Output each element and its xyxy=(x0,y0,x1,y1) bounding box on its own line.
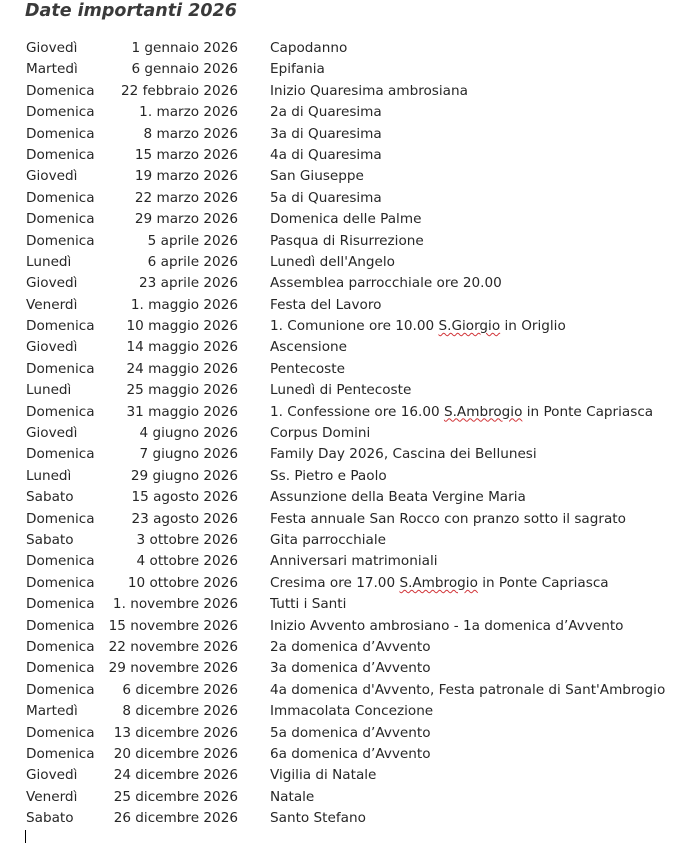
list-item xyxy=(0,594,673,615)
day-of-week: Domenica xyxy=(26,724,95,741)
event-date: 25 dicembre 2026 xyxy=(113,788,238,805)
event-description: Lunedì di Pentecoste xyxy=(270,382,412,399)
event-description: Pasqua di Risurrezione xyxy=(270,232,424,249)
event-date: 13 dicembre 2026 xyxy=(113,724,238,741)
list-item xyxy=(0,744,673,765)
day-of-week: Domenica xyxy=(26,553,95,570)
event-date: 24 maggio 2026 xyxy=(126,360,238,377)
event-date: 8 marzo 2026 xyxy=(143,125,238,142)
list-item xyxy=(0,573,673,594)
day-of-week: Domenica xyxy=(26,189,95,206)
event-description: 3a di Quaresima xyxy=(270,125,382,142)
list-item xyxy=(0,145,673,166)
event-description: Immacolata Concezione xyxy=(270,703,434,720)
list-item xyxy=(0,316,673,337)
list-item xyxy=(0,616,673,637)
list-item xyxy=(0,637,673,658)
event-date: 8 dicembre 2026 xyxy=(122,703,238,720)
event-date: 10 maggio 2026 xyxy=(126,318,238,335)
day-of-week: Giovedì xyxy=(26,168,78,185)
event-date: 14 maggio 2026 xyxy=(126,339,238,356)
day-of-week: Domenica xyxy=(26,446,95,463)
event-date: 6 gennaio 2026 xyxy=(131,61,238,78)
event-date: 1. marzo 2026 xyxy=(139,104,238,121)
day-of-week: Giovedì xyxy=(26,425,78,442)
spellcheck-word: S.Giorgio xyxy=(438,318,501,335)
list-item xyxy=(0,765,673,786)
list-item xyxy=(0,231,673,252)
event-text-part: in Ponte Capriasca xyxy=(477,574,609,591)
day-of-week: Domenica xyxy=(26,211,95,228)
event-description: 2a domenica d’Avvento xyxy=(270,638,431,655)
list-item xyxy=(0,680,673,701)
day-of-week: Domenica xyxy=(26,596,95,613)
list-item xyxy=(0,530,673,551)
list-item xyxy=(0,402,673,423)
event-description: Vigilia di Natale xyxy=(270,767,377,784)
list-item xyxy=(0,166,673,187)
list-item xyxy=(0,551,673,572)
list-item xyxy=(0,102,673,123)
event-date: 23 aprile 2026 xyxy=(139,275,238,292)
event-date: 19 marzo 2026 xyxy=(134,168,238,185)
event-text-part: 1. Comunione ore 10.00 xyxy=(270,318,439,335)
day-of-week: Giovedì xyxy=(26,339,78,356)
event-description: Domenica delle Palme xyxy=(270,211,422,228)
day-of-week: Sabato xyxy=(26,810,74,827)
day-of-week: Venerdì xyxy=(26,788,78,805)
event-date: 29 giugno 2026 xyxy=(130,467,238,484)
event-description: Ss. Pietro e Paolo xyxy=(270,467,387,484)
event-description xyxy=(270,316,566,337)
event-description xyxy=(270,402,653,423)
event-description: 5a di Quaresima xyxy=(270,189,382,206)
day-of-week: Domenica xyxy=(26,745,95,762)
list-item xyxy=(0,38,673,59)
event-description: 2a di Quaresima xyxy=(270,104,382,121)
event-date: 1. novembre 2026 xyxy=(112,596,238,613)
event-description: Corpus Domini xyxy=(270,425,371,442)
document-title: Date importanti 2026 xyxy=(25,1,237,21)
day-of-week: Giovedì xyxy=(26,40,78,56)
day-of-week: Sabato xyxy=(26,489,74,506)
event-date: 23 agosto 2026 xyxy=(131,510,238,527)
day-of-week: Martedì xyxy=(26,703,78,720)
list-item xyxy=(0,487,673,508)
list-item xyxy=(0,787,673,808)
event-description: Tutti i Santi xyxy=(270,596,347,613)
event-description xyxy=(270,573,609,594)
event-text-part: in Origlio xyxy=(500,318,566,335)
day-of-week: Domenica xyxy=(26,232,95,249)
list-item xyxy=(0,359,673,380)
day-of-week: Domenica xyxy=(26,617,95,634)
event-description: Ascensione xyxy=(270,339,347,356)
day-of-week: Venerdì xyxy=(26,296,78,313)
event-date: 5 aprile 2026 xyxy=(147,232,238,249)
event-date: 24 dicembre 2026 xyxy=(113,767,238,784)
event-description: Natale xyxy=(270,788,315,805)
day-of-week: Domenica xyxy=(26,403,95,420)
event-date: 22 febbraio 2026 xyxy=(121,82,238,99)
spellcheck-word: S.Ambrogio xyxy=(443,403,523,420)
day-of-week: Domenica xyxy=(26,660,95,677)
list-item xyxy=(0,337,673,358)
day-of-week: Domenica xyxy=(26,104,95,121)
day-of-week: Giovedì xyxy=(26,275,78,292)
day-of-week: Domenica xyxy=(26,125,95,142)
text-cursor xyxy=(25,830,26,843)
day-of-week: Giovedì xyxy=(26,767,78,784)
day-of-week: Sabato xyxy=(26,531,74,548)
event-description: Anniversari matrimoniali xyxy=(270,553,438,570)
event-description: 4a domenica d'Avvento, Festa patronale di Sant'Ambrogio xyxy=(270,681,666,698)
day-of-week: Domenica xyxy=(26,82,95,99)
list-item xyxy=(0,273,673,294)
list-item xyxy=(0,444,673,465)
event-date: 6 aprile 2026 xyxy=(147,253,238,270)
list-item xyxy=(0,124,673,145)
event-date: 4 giugno 2026 xyxy=(139,425,238,442)
event-description: Santo Stefano xyxy=(270,810,366,827)
event-text-part: in Ponte Capriasca xyxy=(522,403,654,420)
list-item xyxy=(0,209,673,230)
day-of-week: Lunedì xyxy=(26,467,72,484)
event-date: 3 ottobre 2026 xyxy=(136,531,238,548)
list-item xyxy=(0,423,673,444)
day-of-week: Domenica xyxy=(26,360,95,377)
list-item xyxy=(0,59,673,80)
day-of-week: Domenica xyxy=(26,574,95,591)
event-description: Epifania xyxy=(270,61,325,78)
list-item xyxy=(0,466,673,487)
list-item xyxy=(0,509,673,530)
day-of-week: Lunedì xyxy=(26,253,72,270)
day-of-week: Martedì xyxy=(26,61,78,78)
day-of-week: Domenica xyxy=(26,510,95,527)
list-item xyxy=(0,295,673,316)
event-description: Pentecoste xyxy=(270,360,345,377)
event-date: 7 giugno 2026 xyxy=(139,446,238,463)
event-text-part: Cresima ore 17.00 xyxy=(270,574,400,591)
list-item xyxy=(0,808,673,829)
event-date: 6 dicembre 2026 xyxy=(122,681,238,698)
list-item xyxy=(0,188,673,209)
day-of-week: Domenica xyxy=(26,681,95,698)
event-description: Lunedì dell'Angelo xyxy=(270,253,395,270)
dates-list xyxy=(0,38,673,829)
event-description: Inizio Avvento ambrosiano - 1a domenica d’Avvento xyxy=(270,617,624,634)
list-item xyxy=(0,658,673,679)
list-item xyxy=(0,380,673,401)
event-date: 4 ottobre 2026 xyxy=(136,553,238,570)
event-description: Inizio Quaresima ambrosiana xyxy=(270,82,468,99)
event-date: 15 agosto 2026 xyxy=(131,489,238,506)
event-description: Assemblea parrocchiale ore 20.00 xyxy=(270,275,502,292)
event-date: 31 maggio 2026 xyxy=(126,403,238,420)
day-of-week: Domenica xyxy=(26,318,95,335)
day-of-week: Domenica xyxy=(26,146,95,163)
event-description: 4a di Quaresima xyxy=(270,146,382,163)
event-text-part: 1. Confessione ore 16.00 xyxy=(270,403,444,420)
event-date: 1. maggio 2026 xyxy=(130,296,238,313)
event-date: 25 maggio 2026 xyxy=(126,382,238,399)
day-of-week: Lunedì xyxy=(26,382,72,399)
event-date: 26 dicembre 2026 xyxy=(113,810,238,827)
spellcheck-word: S.Ambrogio xyxy=(399,574,478,591)
event-description: San Giuseppe xyxy=(270,168,364,185)
event-date: 10 ottobre 2026 xyxy=(127,574,238,591)
list-item xyxy=(0,723,673,744)
list-item xyxy=(0,252,673,273)
event-description: 6a domenica d’Avvento xyxy=(270,745,431,762)
event-description: Assunzione della Beata Vergine Maria xyxy=(270,489,526,506)
event-description: 3a domenica d’Avvento xyxy=(270,660,431,677)
day-of-week: Domenica xyxy=(26,638,95,655)
list-item xyxy=(0,701,673,722)
list-item xyxy=(0,81,673,102)
event-date: 22 marzo 2026 xyxy=(134,189,238,206)
event-description: 5a domenica d’Avvento xyxy=(270,724,431,741)
event-date: 29 marzo 2026 xyxy=(134,211,238,228)
event-date: 15 marzo 2026 xyxy=(134,146,238,163)
event-date: 20 dicembre 2026 xyxy=(113,745,238,762)
event-description: Festa annuale San Rocco con pranzo sotto il sagrato xyxy=(270,510,626,527)
event-date: 22 novembre 2026 xyxy=(108,638,238,655)
event-description: Family Day 2026, Cascina dei Bellunesi xyxy=(270,446,537,463)
event-description: Gita parrocchiale xyxy=(270,531,387,548)
event-date: 29 novembre 2026 xyxy=(108,660,238,677)
event-date: 1 gennaio 2026 xyxy=(131,40,238,56)
event-date: 15 novembre 2026 xyxy=(108,617,238,634)
event-description: Capodanno xyxy=(270,40,348,56)
event-description: Festa del Lavoro xyxy=(270,296,382,313)
